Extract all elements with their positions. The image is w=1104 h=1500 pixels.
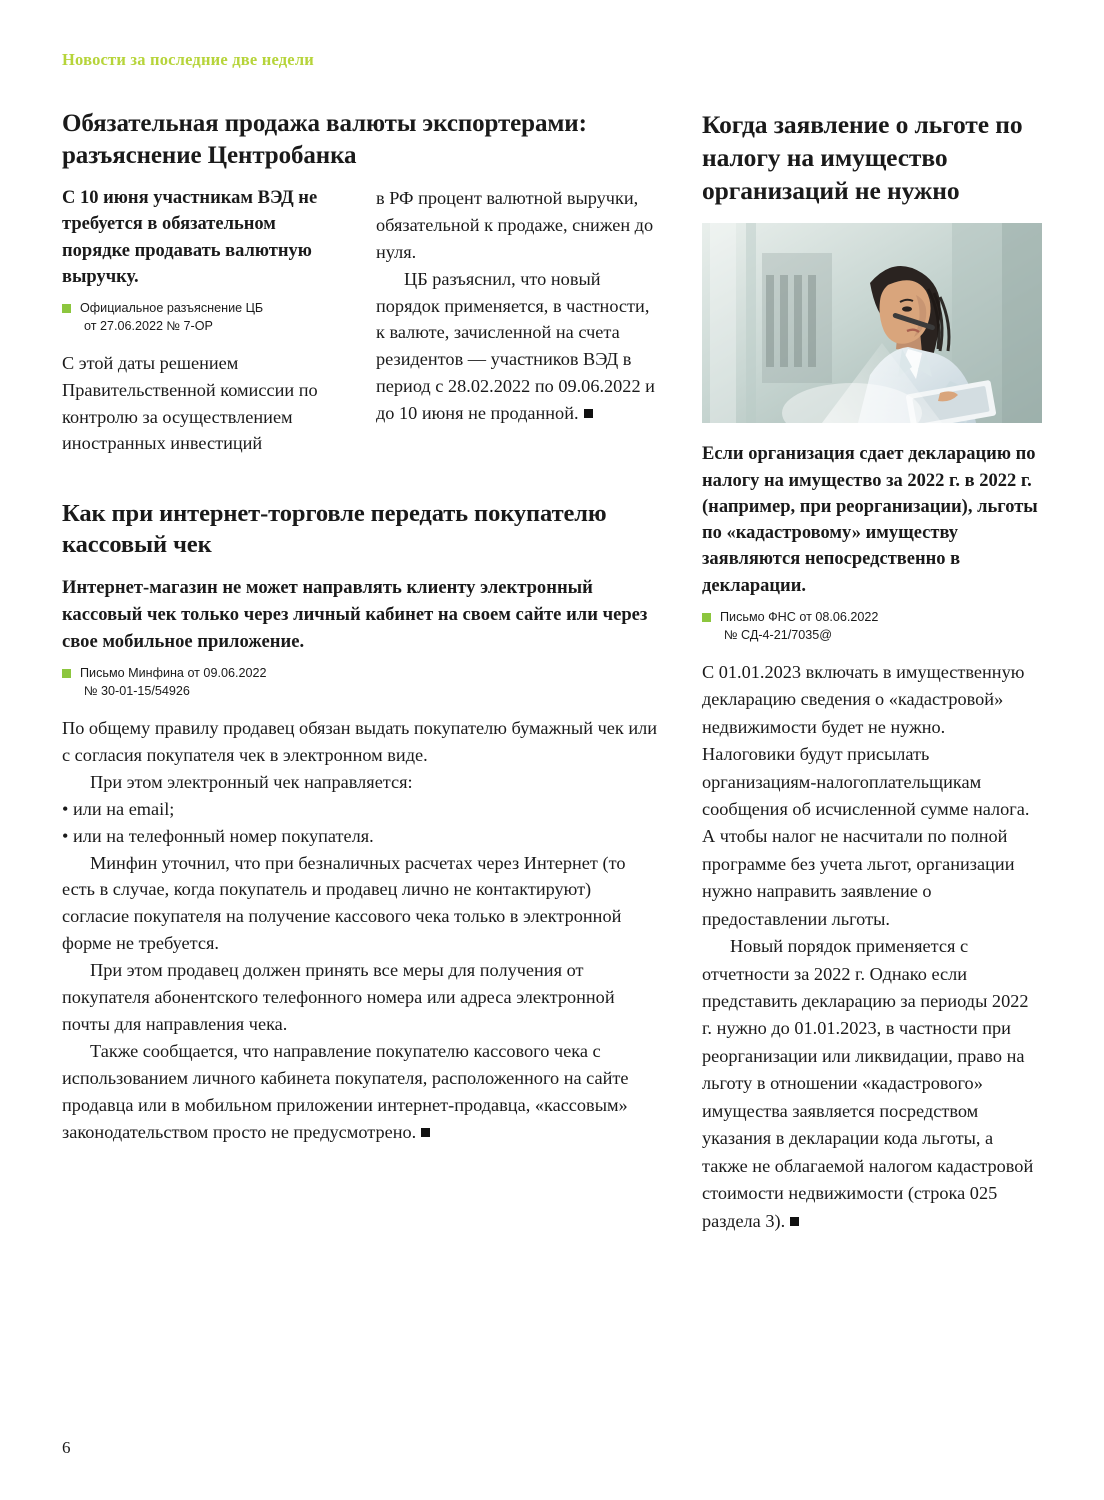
article-2-source-line2: № 30-01-15/54926 — [84, 684, 190, 699]
article-1-subcolumn-2 — [376, 185, 662, 457]
article-1-col2-paragraph-1: в РФ процент валютной выручки, обязательной к продаже, снижен до нуля. — [376, 188, 654, 262]
article-2-source — [62, 665, 662, 701]
article-2-paragraph-5-text: Также сообщается, что направление покупателю кассового чека с использованием личного кабинета покупателя, расположенного на сайте продавца или в мобильном приложении интернет-продавца, «кассовым» законодательством просто не предусмотрено. — [62, 1040, 629, 1142]
article-3-paragraph-2-text: Новый порядок применяется с отчетности за 2022 г. Однако если представить декларацию за периоды 2022 г. нужно до 01.01.2023, в частности при реорганизации или ликвидации, право на льготу в отношении «кадастрового» имущества заявляется посредством указания в декларации кода льготы, а также не облагаемой налогом кадастровой стоимости недвижимости (строка 025 раздела 3). — [702, 936, 1034, 1231]
article-3-paragraph-2 — [702, 933, 1042, 1235]
left-column — [62, 108, 662, 1235]
page-number: 6 — [62, 1438, 71, 1457]
article-2 — [62, 499, 662, 1145]
green-square-bullet-icon — [62, 669, 71, 678]
article-1-source-line2: от 27.06.2022 № 7-ОР — [84, 318, 213, 333]
article-3-source — [702, 609, 1042, 645]
article-1 — [62, 108, 662, 457]
green-square-bullet-icon — [62, 304, 71, 313]
article-2-paragraph-4: При этом продавец должен принять все меры для получения от покупателя абонентского телефонного номера или адреса электронной почты для направления чека. — [62, 960, 615, 1034]
green-square-bullet-icon — [702, 613, 711, 622]
article-3-headline: Когда заявление о льготе по налогу на имущество организаций не нужно — [702, 110, 1023, 206]
page-content — [62, 108, 1042, 1235]
article-3-source-line2: № СД-4-21/7035@ — [724, 627, 833, 642]
end-of-article-square-icon — [790, 1217, 799, 1226]
article-3-photo — [702, 223, 1042, 423]
article-2-paragraph-1: По общему правилу продавец обязан выдать покупателю бумажный чек или с согласия покупателя чек в электронном виде. — [62, 718, 658, 766]
article-2-paragraph-5 — [62, 1038, 662, 1146]
article-3-paragraph-1: С 01.01.2023 включать в имущественную декларацию сведения о «кадастровой» недвижимости будет не нужно. Налоговики будут присылать организациям-налогоплательщикам сообщения об исчисленной сумме налога. А чтобы налог не насчитали по полной программе без учета льгот, организации нужно направить заявление о предоставлении льготы. — [702, 661, 1030, 929]
article-2-paragraph-3: Минфин уточнил, что при безналичных расчетах через Интернет (то есть в случае, когда покупатель и продавец лично не контактируют) согласие покупателя на получение кассового чека только в электронной форме не требуется. — [62, 852, 626, 954]
article-1-subcolumn-1 — [62, 185, 348, 457]
article-3-lead: Если организация сдает декларацию по налогу на имущество за 2022 г. в 2022 г. (например, при реорганизации), льготы по «кадастровому» имуществу заявляются непосредственно в декларации. — [702, 444, 1038, 596]
end-of-article-square-icon — [584, 409, 593, 418]
article-1-col2-paragraph-2 — [376, 266, 662, 427]
woman-with-tablet-photo — [702, 223, 1042, 423]
article-1-col1-body: С этой даты решением Правительственной комиссии по контролю за осуществлением иностранных инвестиций — [62, 352, 318, 454]
article-2-paragraph-2: При этом электронный чек направляется: — [90, 771, 413, 792]
article-1-headline: Обязательная продажа валюты экспортерами: разъяснение Центробанка — [62, 110, 587, 169]
article-1-lead: С 10 июня участникам ВЭД не требуется в обязательном порядке продавать валютную выручку. — [62, 188, 318, 287]
article-1-source-line1: Официальное разъяснение ЦБ — [80, 301, 264, 316]
article-2-source-line1: Письмо Минфина от 09.06.2022 — [80, 666, 267, 681]
article-2-bullet-2: • или на телефонный номер покупателя. — [62, 825, 374, 846]
end-of-article-square-icon — [421, 1128, 430, 1137]
article-3-body — [702, 659, 1042, 1235]
column-layout — [62, 108, 1042, 1235]
article-2-bullet-1: • или на email; — [62, 798, 175, 819]
right-column — [702, 108, 1042, 1235]
article-1-source — [62, 300, 348, 336]
running-head: Новости за последние две недели — [62, 50, 314, 69]
article-1-columns — [62, 185, 662, 457]
article-2-headline: Как при интернет-торговле передать покупателю кассовый чек — [62, 500, 607, 559]
article-2-lead: Интернет-магазин не может направлять клиенту электронный кассовый чек только через личный кабинет на своем сайте или через свое мобильное приложение. — [62, 577, 648, 652]
article-3 — [702, 108, 1042, 1235]
article-1-col2-paragraph-2-text: ЦБ разъяснил, что новый порядок применяется, в частности, к валюте, зачисленной на счета резидентов — участников ВЭД в период с 28.02.2022 по 09.06.2022 и до 10 июня не проданной. — [376, 268, 655, 424]
article-3-source-line1: Письмо ФНС от 08.06.2022 — [720, 610, 879, 625]
